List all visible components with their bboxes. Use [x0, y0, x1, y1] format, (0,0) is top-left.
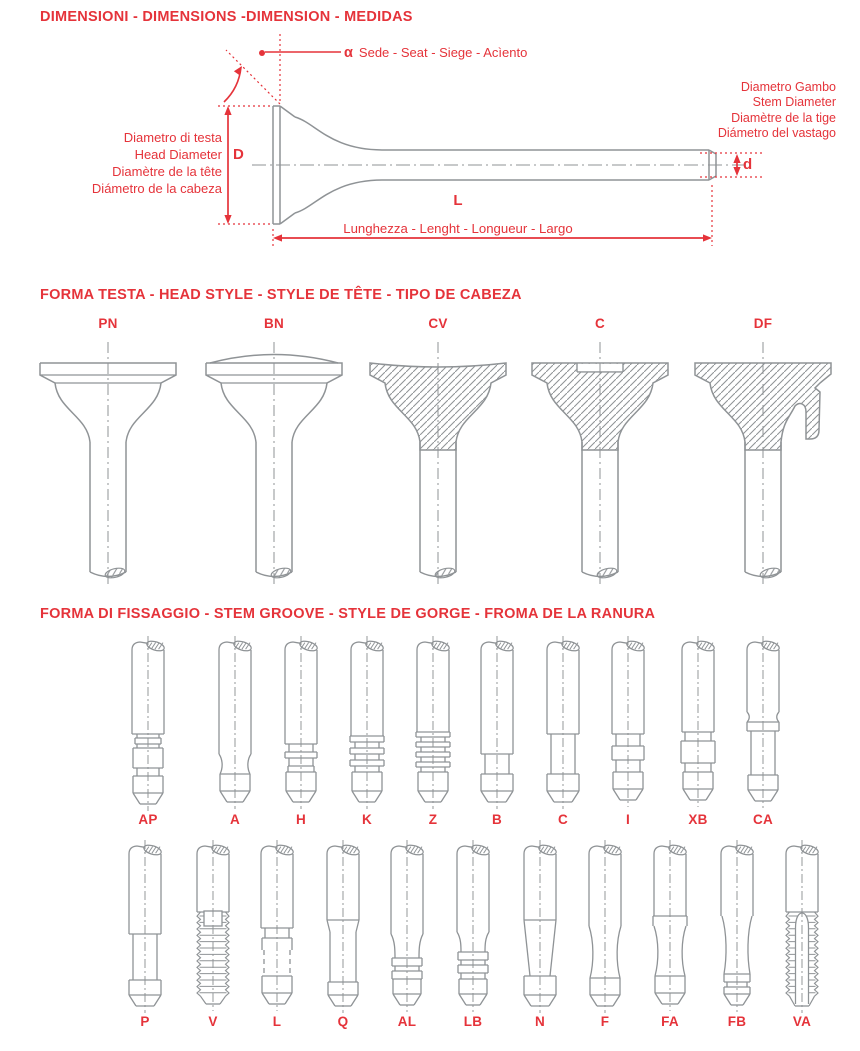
- stem-drawing-AP: [132, 636, 165, 811]
- dim-d-label: d: [743, 156, 753, 173]
- stem-groove-label: Q: [337, 1014, 349, 1029]
- stem-drawing-F: [589, 840, 622, 1013]
- head-style-label: C: [594, 316, 606, 331]
- stem-grooves-title: FORMA DI FISSAGGIO - STEM GROOVE - STYLE DE GORGE - FROMA DE LA RANURA: [40, 606, 656, 622]
- stem-diameter-line: Diamètre de la tige: [731, 110, 836, 125]
- head-diameter-line: Diámetro de la cabeza: [91, 181, 222, 196]
- head-style-label: BN: [263, 316, 285, 331]
- stem-groove-label: C: [557, 812, 569, 827]
- stem-groove-label: Z: [428, 812, 438, 827]
- head-drawing-DF: [695, 342, 831, 588]
- stem-drawing-N: [524, 840, 557, 1013]
- head-drawing-BN: [206, 342, 342, 588]
- stem-drawing-B: [481, 636, 514, 809]
- stem-drawing-H: [285, 636, 318, 809]
- stem-groove-label: A: [229, 812, 241, 827]
- stem-groove-label: F: [600, 1014, 610, 1029]
- stem-groove-label: AP: [138, 812, 158, 827]
- seat-text: Sede - Seat - Siege - Acìento: [358, 45, 528, 60]
- stem-diameter-caption: [610, 80, 836, 141]
- dim-L-label: L: [453, 192, 463, 209]
- stem-drawing-Z: [416, 636, 450, 809]
- head-style-label: CV: [428, 316, 448, 331]
- dim-D-label: D: [233, 146, 244, 163]
- stem-groove-label: B: [491, 812, 503, 827]
- stem-groove-label: V: [208, 1014, 218, 1029]
- stem-groove-label: K: [361, 812, 373, 827]
- stem-drawing-FA: [653, 840, 687, 1011]
- stem-groove-label: FB: [727, 1014, 747, 1029]
- head-style-label: PN: [98, 316, 118, 331]
- stem-drawing-P: [129, 840, 162, 1013]
- stem-drawing-K: [350, 636, 384, 809]
- length-caption: Lunghezza - Lenght - Longueur - Largo: [343, 221, 573, 236]
- head-styles-diagram: [0, 330, 860, 600]
- head-drawing-CV: [370, 342, 506, 588]
- stem-groove-label: P: [140, 1014, 150, 1029]
- head-diameter-line: Diametro di testa: [123, 130, 222, 145]
- stem-diameter-line: Diámetro del vastago: [717, 125, 836, 140]
- stem-drawing-VA: [786, 840, 819, 1013]
- stem-groove-label: CA: [752, 812, 774, 827]
- stem-diameter-line: Stem Diameter: [752, 95, 836, 110]
- stem-drawing-FB: [721, 840, 754, 1012]
- stem-drawing-L: [261, 840, 294, 1011]
- head-drawing-C: [532, 342, 668, 588]
- head-style-label: DF: [753, 316, 773, 331]
- stem-groove-label: N: [534, 1014, 546, 1029]
- stem-groove-label: VA: [792, 1014, 812, 1029]
- stem-groove-label: I: [625, 812, 631, 827]
- head-styles-title: FORMA TESTA - HEAD STYLE - STYLE DE TÊTE - TIPO DE CABEZA: [40, 287, 522, 303]
- head-diameter-caption: [58, 129, 222, 197]
- alpha-symbol: α: [344, 45, 353, 61]
- stem-groove-label: LB: [463, 1014, 483, 1029]
- dimensions-title: DIMENSIONI - DIMENSIONS -DIMENSION - MEDIDAS: [40, 9, 413, 25]
- stem-drawing-AL: [391, 840, 424, 1012]
- stem-drawing-C: [547, 636, 580, 809]
- stem-groove-label: H: [295, 812, 307, 827]
- stem-drawing-I: [612, 636, 645, 807]
- stem-drawing-CA: [747, 636, 780, 808]
- stem-groove-label: AL: [397, 1014, 417, 1029]
- stem-drawing-Q: [327, 840, 360, 1013]
- head-drawing-PN: [40, 342, 176, 588]
- stem-grooves-diagram: [0, 630, 860, 1051]
- stem-drawing-LB: [457, 840, 490, 1012]
- head-diameter-line: Head Diameter: [134, 147, 222, 162]
- stem-groove-label: XB: [688, 812, 708, 827]
- stem-drawing-A: [219, 636, 252, 809]
- stem-diameter-line: Diametro Gambo: [740, 80, 836, 94]
- stem-drawing-XB: [681, 636, 715, 807]
- seat-angle-label: [344, 45, 527, 61]
- head-diameter-line: Diamètre de la tête: [112, 164, 222, 179]
- stem-groove-label: L: [272, 1014, 282, 1029]
- stem-groove-label: FA: [661, 1014, 679, 1029]
